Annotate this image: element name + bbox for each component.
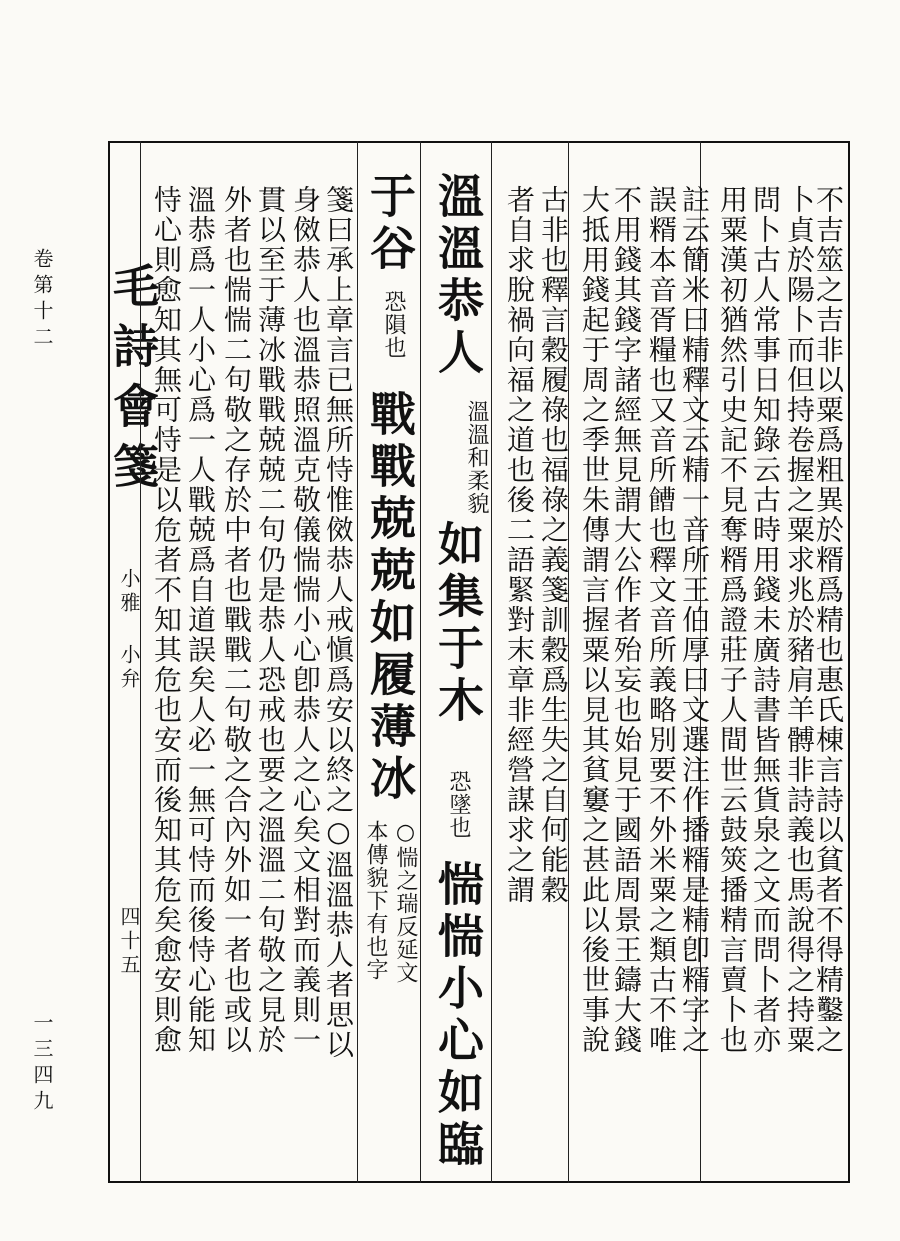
text-column: 註云簡米曰精釋文云精一音所王伯厚曰文選注作播糈是精卽糈字之 — [678, 185, 711, 1055]
folio-number: 四十五 — [117, 906, 141, 978]
note-text: 恐隕也 — [381, 290, 406, 359]
note-text: 本傳貌下有也字 — [363, 820, 388, 981]
main-text: 溫溫恭人 — [431, 172, 485, 380]
text-column: 溫恭爲一人小心爲一人戰兢爲自道誤矣人必一無可恃而後恃心能知 — [184, 185, 217, 1055]
text-column: 大抵用錢起于周之季世朱傳謂言握粟以見其貧窶之甚此以後世事說 — [578, 185, 611, 1055]
note-text: 溫溫和柔貌 — [464, 400, 489, 515]
text-column: 用粟漢初猶然引史記不見奪糈爲證莊子人間世云鼓筴播精言賣卜也 — [716, 185, 749, 1055]
text-column: 身傚恭人也溫恭照溫克敬儀惴惴小心卽恭人之心矣文相對而義則一 — [289, 185, 322, 1055]
section-label: 小雅 小弁 — [117, 568, 141, 692]
text-column: 者自求脫禍向福之道也後二語緊對末章非經營謀求之謂 — [503, 185, 536, 905]
main-text: 戰戰兢兢如履薄冰 — [363, 390, 417, 806]
text-column: 不吉筮之吉非以粟爲粗異於糈爲精也惠氏棟言詩以貧者不得精鑿之 — [812, 185, 845, 1055]
text-column: 恃心則愈知其無可恃是以危者不知其危也安而後知其危矣愈安則愈 — [150, 185, 183, 1055]
text-column: 卜貞於陽卜而但持卷握之粟求兆於豬肩羊髆非詩義也馬說得之持粟 — [783, 185, 816, 1055]
text-column: 貫以至于薄冰戰戰兢兢二句仍是恭人恐戒也要之溫溫二句敬之見於 — [254, 185, 287, 1055]
book-title: 毛詩會箋 — [106, 262, 160, 502]
text-column: 誤糈本音胥糧也又音所𩞄也釋文音所義略別要不外米粟之類古不唯 — [645, 185, 678, 1055]
page-number: 一三四九 — [30, 1012, 54, 1116]
text-column: 不用錢其錢字諸經無見謂大公作者殆妄也始見于國語周景王鑄大錢 — [610, 185, 643, 1055]
text-column: 外者也惴惴二句敬之存於中者也戰戰二句敬之合內外如一者也或以 — [220, 185, 253, 1055]
main-text: 如集于木 — [431, 520, 485, 728]
rule — [140, 141, 141, 1183]
rule — [420, 141, 421, 1183]
main-text: 惴惴小心如臨 — [431, 860, 485, 1172]
text-column: 古非也釋言穀履祿也福祿之義箋訓穀爲生失之自何能穀 — [537, 185, 570, 905]
note-text: ○惴之瑞反延文 — [393, 820, 418, 984]
rule — [491, 141, 492, 1183]
main-text: 于谷 — [363, 172, 417, 276]
note-text: 恐墜也 — [446, 770, 471, 839]
text-column: 問卜古人常事日知錄云古時用錢未廣詩書皆無貨泉之文而問卜者亦 — [749, 185, 782, 1055]
volume-label: 卷第十二 — [30, 248, 54, 352]
text-column: 箋曰承上章言已無所恃惟傚恭人戒愼爲安以終之○溫溫恭人者思以 — [322, 185, 355, 1060]
